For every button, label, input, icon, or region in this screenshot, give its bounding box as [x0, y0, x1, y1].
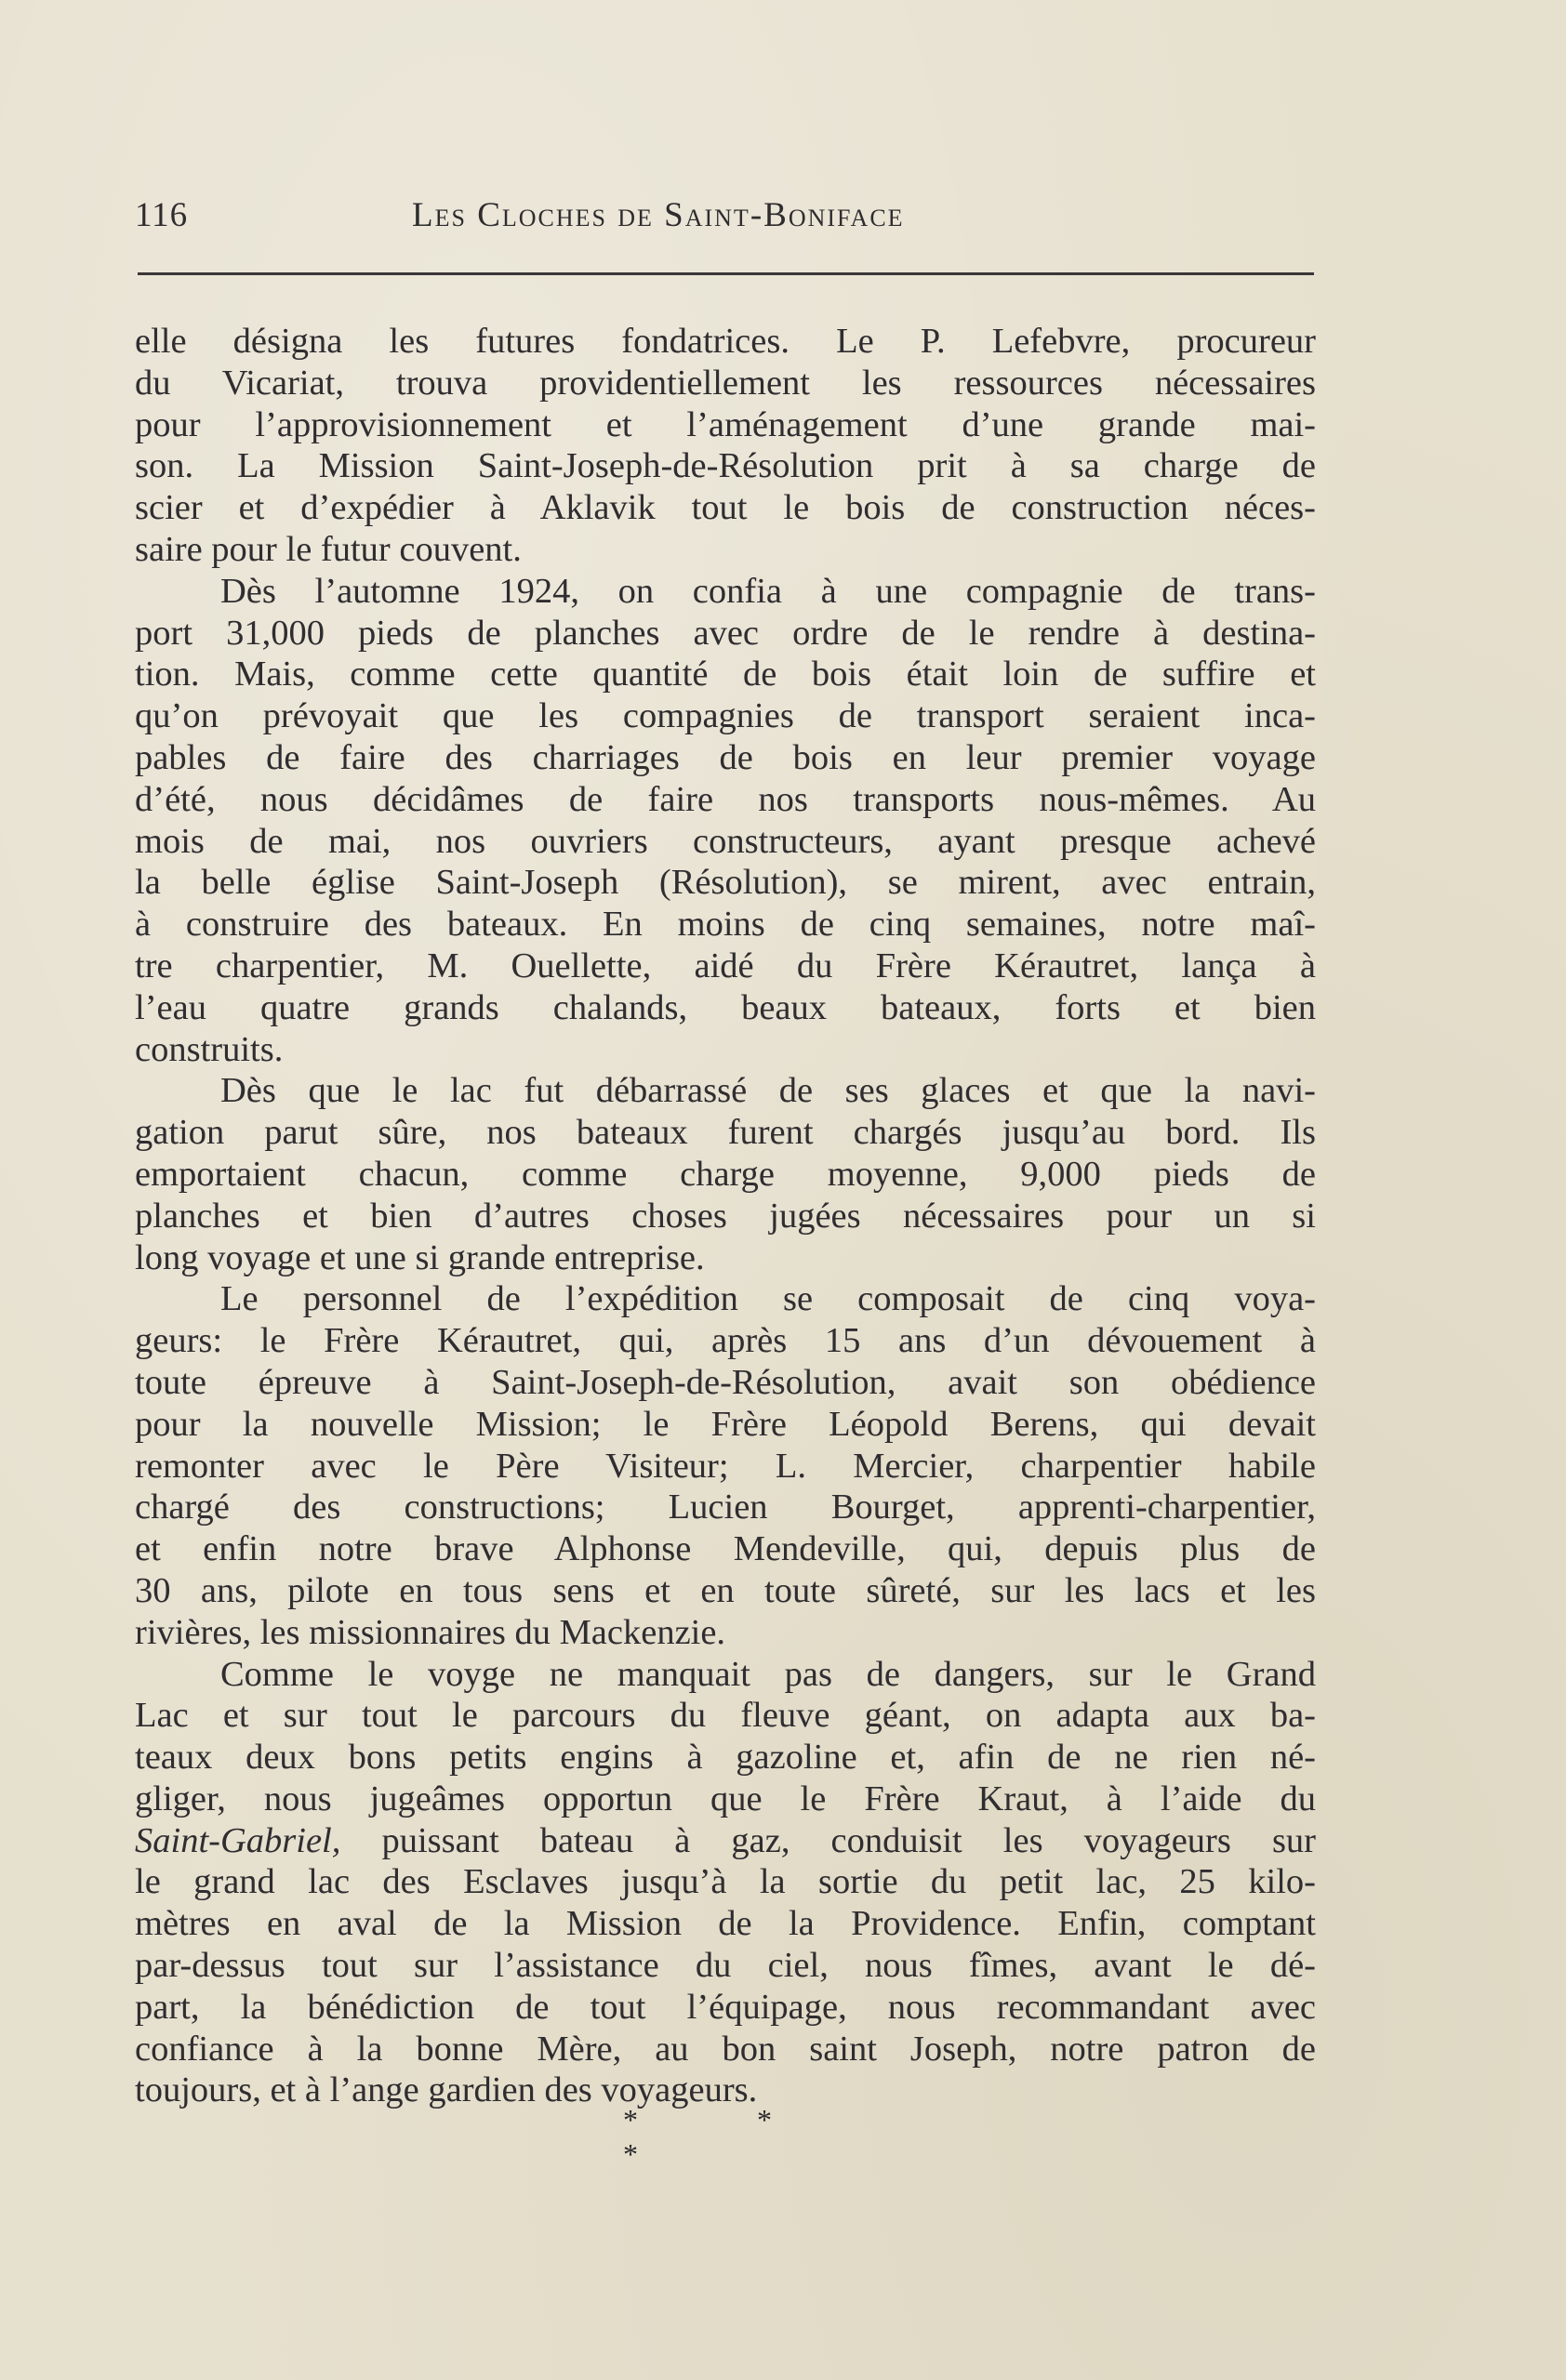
header-rule	[138, 272, 1314, 275]
text-line: scier et d’expédier à Aklavik tout le bois de construction néces-	[135, 488, 1316, 528]
text-line: teaux deux bons petits engins à gazoline et, afin de ne rien né-	[135, 1738, 1316, 1778]
paragraph	[135, 1654, 1316, 2112]
text-line: gation parut sûre, nos bateaux furent chargés jusqu’au bord. Ils	[135, 1113, 1316, 1153]
text-line: toute épreuve à Saint-Joseph-de-Résolution, avait son obédience	[135, 1362, 1316, 1402]
paragraph	[135, 1278, 1316, 1653]
text-line: part, la bénédiction de tout l’équipage, nous recommandant avec	[135, 1987, 1316, 2027]
text-line: 30 ans, pilote en tous sens et en toute sûreté, sur les lacs et les	[135, 1570, 1316, 1610]
text-line: la belle église Saint-Joseph (Résolution), se mirent, avec entrain,	[135, 863, 1316, 903]
paragraph	[135, 321, 1316, 571]
text-line: chargé des constructions; Lucien Bourget, apprenti-charpentier,	[135, 1488, 1316, 1527]
text-line: emportaient chacun, comme charge moyenne, 9,000 pieds de	[135, 1154, 1316, 1194]
text-line: Comme le voyge ne manquait pas de dangers, sur le Grand	[220, 1654, 1316, 1694]
text-line: l’eau quatre grands chalands, beaux bateaux, forts et bien	[135, 987, 1316, 1027]
text-line: pour l’approvisionnement et l’aménagement d’une grande mai-	[135, 404, 1316, 444]
text-line: du Vicariat, trouva providentiellement les ressources nécessaires	[135, 363, 1316, 403]
text-line: mois de mai, nos ouvriers constructeurs, ayant presque achevé	[135, 821, 1316, 861]
text-line: Dès l’automne 1924, on confia à une compagnie de trans-	[220, 571, 1316, 611]
text-line: tre charpentier, M. Ouellette, aidé du Frère Kérautret, lança à	[135, 945, 1316, 985]
text-line: confiance à la bonne Mère, au bon saint Joseph, notre patron de	[135, 2029, 1316, 2069]
paragraph	[135, 571, 1316, 1071]
text-line: remonter avec le Père Visiteur; L. Mercier, charpentier habile	[135, 1446, 1316, 1486]
body-text	[135, 321, 1316, 2111]
text-line: Le personnel de l’expédition se composait de cinq voya-	[220, 1279, 1316, 1319]
page-number: 116	[135, 196, 189, 234]
text-line: pour la nouvelle Mission; le Frère Léopold Berens, qui devait	[135, 1404, 1316, 1444]
text-line: son. La Mission Saint-Joseph-de-Résolution prit à sa charge de	[135, 446, 1316, 486]
text-line: et enfin notre brave Alphonse Mendeville, qui, depuis plus de	[135, 1529, 1316, 1569]
running-title: Les Cloches de Saint-Boniface	[412, 196, 905, 234]
text-line: long voyage et une si grande entreprise.	[135, 1237, 705, 1277]
text-line: à construire des bateaux. En moins de cinq semaines, notre maî-	[135, 905, 1316, 945]
text-line: elle désigna les futures fondatrices. Le P. Lefebvre, procureur	[135, 322, 1316, 361]
text-line: rivières, les missionnaires du Mackenzie.	[135, 1612, 726, 1652]
text-line: par-dessus tout sur l’assistance du ciel, nous fîmes, avant le dé-	[135, 1946, 1316, 1986]
text-line: d’été, nous décidâmes de faire nos transports nous-mêmes. Au	[135, 779, 1316, 819]
text-line: pables de faire des charriages de bois en leur premier voyage	[135, 737, 1316, 777]
text-line: Lac et sur tout le parcours du fleuve géant, on adapta aux ba-	[135, 1696, 1316, 1736]
text-line: Saint-Gabriel, puissant bateau à gaz, conduisit les voyageurs sur	[135, 1820, 1316, 1860]
text-line: gliger, nous jugeâmes opportun que le Frère Kraut, à l’aide du	[135, 1778, 1316, 1818]
section-break-ornament: * * *	[623, 2103, 828, 2171]
text-line: saire pour le futur couvent.	[135, 529, 522, 569]
paragraph	[135, 1070, 1316, 1278]
text-line: planches et bien d’autres choses jugées nécessaires pour un si	[135, 1196, 1316, 1236]
text-line: toujours, et à l’ange gardien des voyageurs.	[135, 2070, 758, 2110]
text-line: geurs: le Frère Kérautret, qui, après 15 ans d’un dévouement à	[135, 1321, 1316, 1361]
text-line: qu’on prévoyait que les compagnies de transport seraient inca-	[135, 696, 1316, 736]
text-line: port 31,000 pieds de planches avec ordre de le rendre à destina-	[135, 613, 1316, 653]
text-line: le grand lac des Esclaves jusqu’à la sortie du petit lac, 25 kilo-	[135, 1862, 1316, 1902]
text-line: construits.	[135, 1029, 284, 1069]
text-line: tion. Mais, comme cette quantité de bois était loin de suffire et	[135, 654, 1316, 694]
text-line: mètres en aval de la Mission de la Providence. Enfin, comptant	[135, 1904, 1316, 1944]
running-head	[135, 195, 1316, 251]
text-line: Dès que le lac fut débarrassé de ses glaces et que la navi-	[220, 1071, 1316, 1111]
